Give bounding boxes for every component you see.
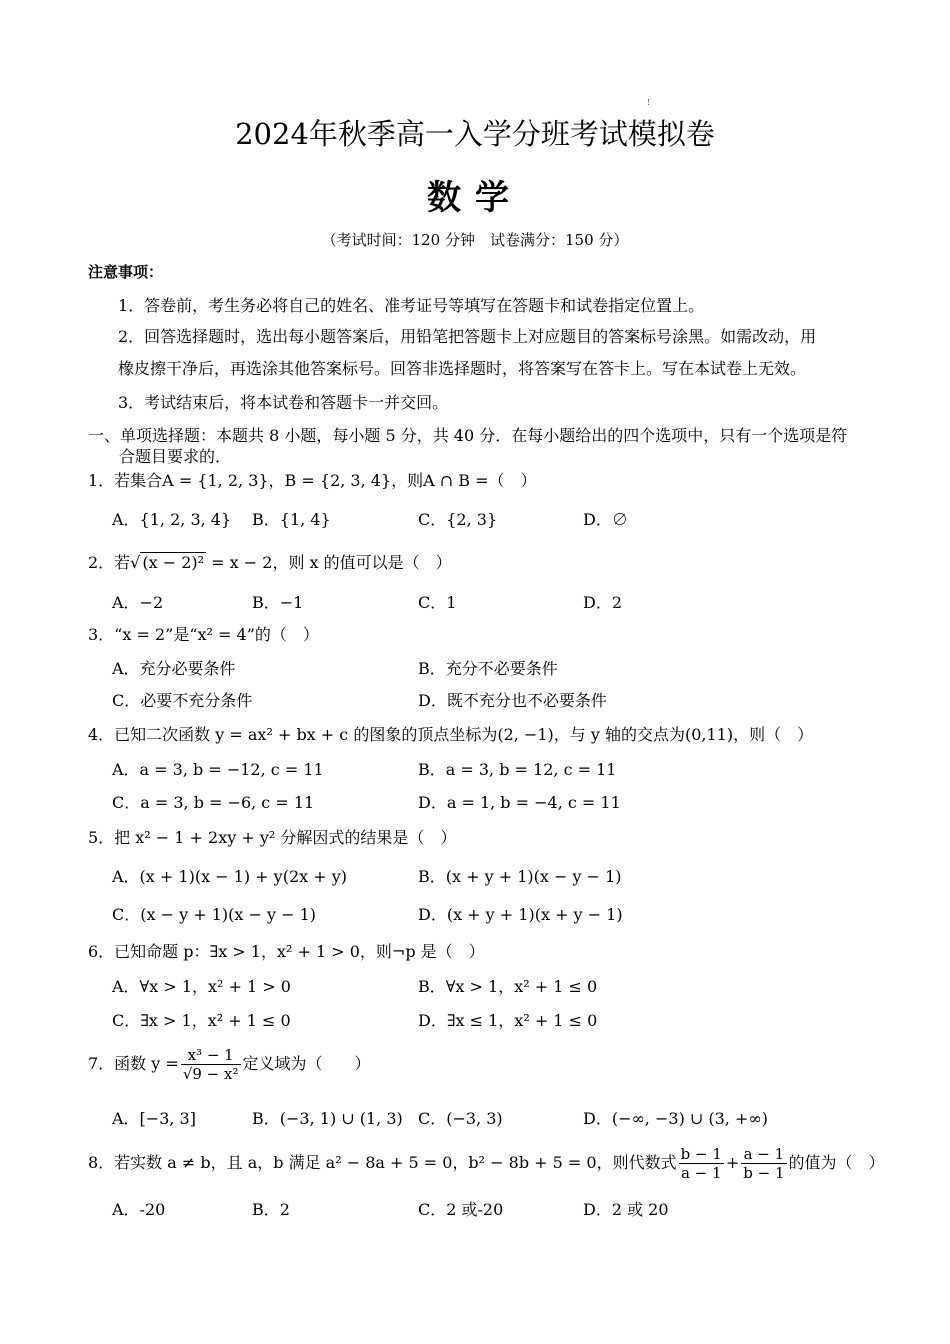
q2-stem-b: = x − 2，则 x 的值可以是（ ） [206, 553, 452, 572]
q3-option-d: D．既不充分也不必要条件 [418, 691, 607, 710]
question-3-stem: 3．“x = 2”是“x² = 4”的（ ） [88, 625, 319, 644]
q3-option-a: A．充分必要条件 [112, 659, 236, 678]
q6-option-d: D．∃x ≤ 1，x² + 1 ≤ 0 [418, 1011, 598, 1030]
q8-frac1-den: a − 1 [680, 1164, 722, 1182]
q5-option-b: B．(x + y + 1)(x − y − 1) [418, 867, 622, 886]
q2-radicand: (x − 2)² [142, 553, 205, 572]
q3-option-c: C．必要不充分条件 [112, 691, 253, 710]
q8-stem-b: 的值为（ ） [788, 1153, 885, 1172]
note-item: 2．回答选择题时，选出每小题答案后，用铅笔把答题卡上对应题目的答案标号涂黑。如需改动，用 [118, 327, 817, 346]
question-5-stem: 5．把 x² − 1 + 2xy + y² 分解因式的结果是（ ） [88, 828, 457, 847]
q8-plus: + [725, 1153, 740, 1172]
q8-frac2-den: b − 1 [743, 1164, 785, 1182]
q7-frac-den: √9 − x² [182, 1065, 239, 1083]
q8-fraction-2 [741, 1145, 786, 1182]
q8-frac1-num: b − 1 [680, 1145, 722, 1163]
q8-option-d: D．2 或 20 [583, 1200, 669, 1219]
question-4-stem: 4．已知二次函数 y = ax² + bx + c 的图象的顶点坐标为(2, −1)，与 y 轴的交点为(0,11)，则（ ） [88, 725, 814, 744]
q8-option-b: B．2 [252, 1200, 290, 1219]
q5-option-a: A．(x + 1)(x − 1) + y(2x + y) [112, 867, 348, 886]
q7-stem-b: 定义域为（ ） [242, 1054, 371, 1073]
q7-option-c: C．(−3, 3) [418, 1109, 503, 1128]
q8-fraction-1 [679, 1145, 724, 1182]
q8-option-a: A．-20 [112, 1200, 166, 1219]
question-8-stem [88, 1145, 885, 1182]
q7-frac-num: x³ − 1 [181, 1046, 241, 1065]
question-6-stem: 6．已知命题 p：∃x > 1，x² + 1 > 0，则¬p 是（ ） [88, 942, 485, 961]
q5-option-d: D．(x + y + 1)(x + y − 1) [418, 905, 623, 924]
q8-option-c: C．2 或-20 [418, 1200, 504, 1219]
subject-title: 数学 [427, 178, 523, 218]
q2-option-a: A．−2 [112, 593, 164, 612]
note-item: 3．考试结束后，将本试卷和答题卡一并交回。 [118, 393, 449, 412]
q6-option-c: C．∃x > 1，x² + 1 ≤ 0 [112, 1011, 291, 1030]
q5-option-c: C．(x − y + 1)(x − y − 1) [112, 905, 317, 924]
q6-option-b: B．∀x > 1，x² + 1 ≤ 0 [418, 977, 598, 996]
q6-option-a: A．∀x > 1，x² + 1 > 0 [112, 977, 291, 996]
q2-option-d: D．2 [583, 593, 623, 612]
q8-stem-a: 8．若实数 a ≠ b，且 a，b 满足 a² − 8a + 5 = 0，b² − 8b + 5 = 0，则代数式 [88, 1153, 677, 1172]
notes-heading: 注意事项： [88, 263, 164, 281]
q2-stem-a: 2．若√ [88, 553, 141, 572]
q7-option-b: B．(−3, 1) ∪ (1, 3) [252, 1109, 403, 1128]
question-1-stem: 1．若集合A = {1, 2, 3}，B = {2, 3, 4}，则A ∩ B =（ ） [88, 471, 537, 490]
q4-option-b: B．a = 3, b = 12, c = 11 [418, 760, 617, 779]
q1-option-c: C．{2, 3} [418, 510, 498, 529]
exam-title: 2024年秋季高一入学分班考试模拟卷 [235, 117, 715, 151]
q3-option-b: B．充分不必要条件 [418, 659, 558, 678]
exam-meta: （考试时间：120 分钟 试卷满分：150 分） [321, 231, 629, 249]
q1-option-d: D．∅ [583, 510, 628, 529]
section-heading: 一、单项选择题：本题共 8 小题，每小题 5 分，共 40 分．在每小题给出的四个选项中，只有一个选项是符 [88, 426, 848, 445]
question-2-stem [88, 550, 452, 576]
note-item: 橡皮擦干净后，再选涂其他答案标号。回答非选择题时，将答案写在答卡上。写在本试卷上无效。 [118, 359, 807, 378]
question-7-stem [88, 1046, 371, 1083]
q1-option-b: B．{1, 4} [252, 510, 331, 529]
note-item: 1．答卷前，考生务必将自己的姓名、准考证号等填写在答题卡和试卷指定位置上。 [118, 296, 705, 315]
q4-option-a: A．a = 3, b = −12, c = 11 [112, 760, 324, 779]
q7-option-d: D．(−∞, −3) ∪ (3, +∞) [583, 1109, 768, 1128]
q7-stem-a: 7．函数 y = [88, 1054, 179, 1073]
q7-option-a: A．[−3, 3] [112, 1109, 196, 1128]
q2-option-b: B．−1 [252, 593, 304, 612]
section-heading-cont: 合题目要求的． [119, 447, 232, 466]
q4-option-c: C．a = 3, b = −6, c = 11 [112, 793, 315, 812]
q1-option-a: A．{1, 2, 3, 4} [112, 510, 232, 529]
top-mark: ! [647, 98, 651, 107]
q8-frac2-num: a − 1 [741, 1145, 786, 1164]
q7-fraction [181, 1046, 241, 1083]
q2-option-c: C．1 [418, 593, 457, 612]
q4-option-d: D．a = 1, b = −4, c = 11 [418, 793, 621, 812]
